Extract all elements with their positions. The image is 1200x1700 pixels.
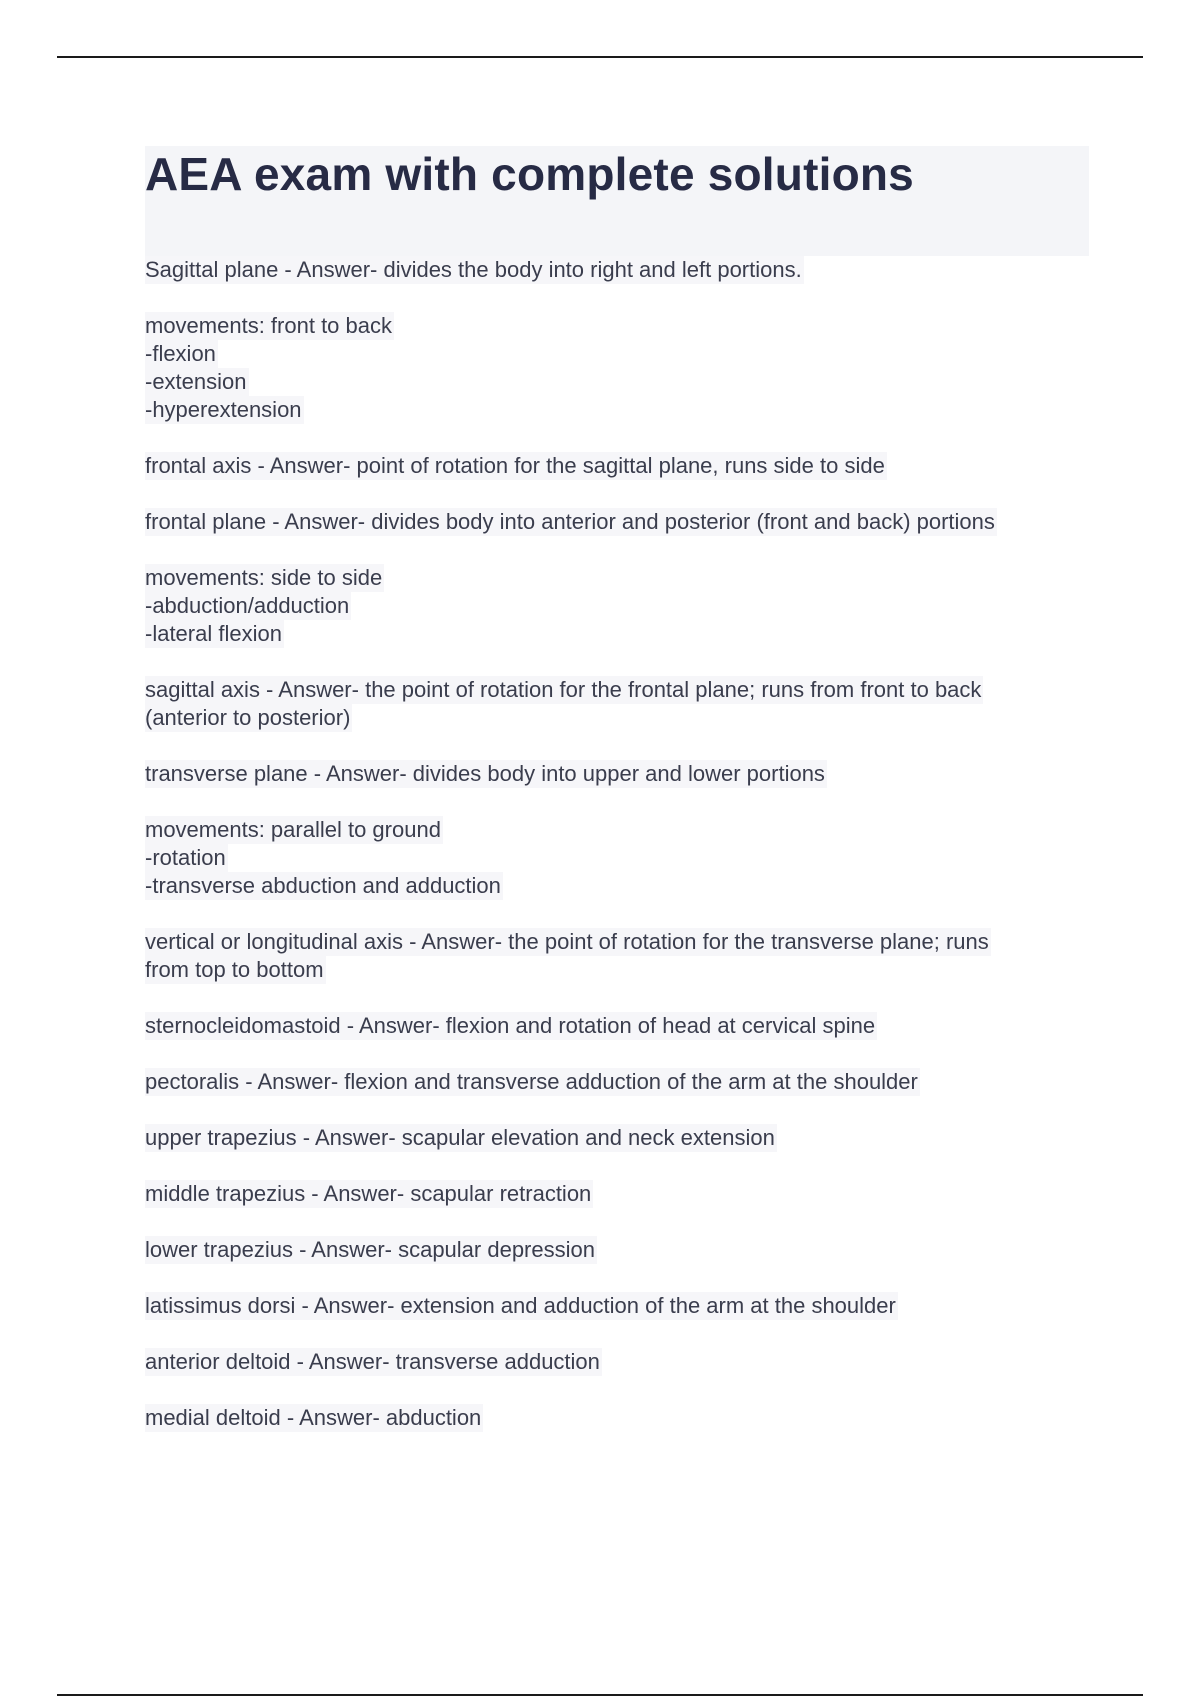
document-body <box>145 146 1089 1432</box>
entry-line: -hyperextension <box>145 397 302 422</box>
entry-line: from top to bottom <box>145 957 324 982</box>
entry-line-wrap <box>145 928 1089 956</box>
entry-line: sagittal axis - Answer- the point of rotation for the frontal plane; runs from front to back <box>145 677 982 702</box>
entry-line-wrap <box>145 704 1089 732</box>
entry-line-wrap <box>145 396 1089 424</box>
entry-line: movements: parallel to ground <box>145 817 441 842</box>
entry-line-wrap <box>145 1124 1089 1152</box>
qa-entry <box>145 312 1089 424</box>
qa-entry <box>145 1236 1089 1264</box>
entry-line-wrap <box>145 620 1089 648</box>
entry-line-wrap <box>145 1012 1089 1040</box>
qa-entry <box>145 1180 1089 1208</box>
entry-line-wrap <box>145 592 1089 620</box>
entry-line: movements: side to side <box>145 565 383 590</box>
qa-list <box>145 256 1089 1432</box>
entry-line-wrap <box>145 368 1089 396</box>
qa-entry <box>145 928 1089 984</box>
qa-entry <box>145 676 1089 732</box>
entry-line-wrap <box>145 676 1089 704</box>
entry-line-wrap <box>145 1236 1089 1264</box>
entry-line: latissimus dorsi - Answer- extension and adduction of the arm at the shoulder <box>145 1293 896 1318</box>
qa-entry <box>145 1348 1089 1376</box>
qa-entry <box>145 1012 1089 1040</box>
entry-line: Sagittal plane - Answer- divides the body into right and left portions. <box>145 257 802 282</box>
entry-line-wrap <box>145 312 1089 340</box>
entry-line: -abduction/adduction <box>145 593 350 618</box>
entry-line-wrap <box>145 956 1089 984</box>
entry-line-wrap <box>145 452 1089 480</box>
entry-line-wrap <box>145 256 1089 284</box>
entry-line-wrap <box>145 760 1089 788</box>
entry-line-wrap <box>145 844 1089 872</box>
qa-entry <box>145 816 1089 900</box>
entry-line-wrap <box>145 1180 1089 1208</box>
entry-line-wrap <box>145 1404 1089 1432</box>
top-rule <box>57 56 1143 58</box>
entry-line-wrap <box>145 340 1089 368</box>
entry-line: upper trapezius - Answer- scapular elevation and neck extension <box>145 1125 775 1150</box>
entry-line-wrap <box>145 508 1089 536</box>
qa-entry <box>145 1124 1089 1152</box>
entry-line-wrap <box>145 816 1089 844</box>
qa-entry <box>145 1292 1089 1320</box>
bottom-rule <box>57 1694 1143 1696</box>
entry-line: sternocleidomastoid - Answer- flexion and rotation of head at cervical spine <box>145 1013 876 1038</box>
entry-line-wrap <box>145 564 1089 592</box>
entry-line: vertical or longitudinal axis - Answer- the point of rotation for the transverse plane; runs <box>145 929 989 954</box>
qa-entry <box>145 452 1089 480</box>
entry-line-wrap <box>145 1292 1089 1320</box>
entry-line: -lateral flexion <box>145 621 282 646</box>
entry-line: lower trapezius - Answer- scapular depression <box>145 1237 595 1262</box>
entry-line: -transverse abduction and adduction <box>145 873 501 898</box>
entry-line: movements: front to back <box>145 313 392 338</box>
entry-line: frontal axis - Answer- point of rotation for the sagittal plane, runs side to side <box>145 453 885 478</box>
entry-line: (anterior to posterior) <box>145 705 351 730</box>
qa-entry <box>145 1068 1089 1096</box>
title-block <box>145 146 1089 256</box>
document-title: AEA exam with complete solutions <box>145 148 914 200</box>
qa-entry <box>145 508 1089 536</box>
entry-line: -extension <box>145 369 247 394</box>
qa-entry <box>145 1404 1089 1432</box>
entry-line: transverse plane - Answer- divides body into upper and lower portions <box>145 761 825 786</box>
qa-entry <box>145 564 1089 648</box>
entry-line-wrap <box>145 872 1089 900</box>
entry-line-wrap <box>145 1348 1089 1376</box>
qa-entry <box>145 760 1089 788</box>
entry-line: -flexion <box>145 341 216 366</box>
entry-line: anterior deltoid - Answer- transverse adduction <box>145 1349 600 1374</box>
entry-line-wrap <box>145 1068 1089 1096</box>
entry-line: medial deltoid - Answer- abduction <box>145 1405 482 1430</box>
entry-line: -rotation <box>145 845 226 870</box>
entry-line: frontal plane - Answer- divides body into anterior and posterior (front and back) portions <box>145 509 995 534</box>
qa-entry <box>145 256 1089 284</box>
entry-line: pectoralis - Answer- flexion and transverse adduction of the arm at the shoulder <box>145 1069 918 1094</box>
entry-line: middle trapezius - Answer- scapular retraction <box>145 1181 592 1206</box>
